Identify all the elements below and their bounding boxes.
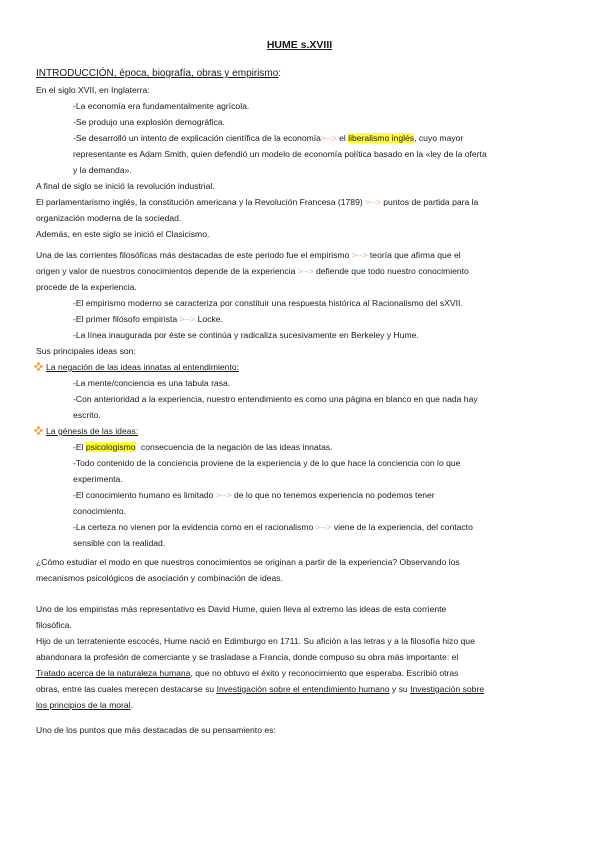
- bullet-line: [36, 519, 564, 535]
- intro-section: [36, 66, 564, 242]
- text-run: .: [130, 700, 133, 710]
- hume-line: Hijo de un terrateniente escocés, Hume nació en Edimburgo en 1711. Su afición a las letras y a la filosofía hizo que: [36, 636, 475, 646]
- heading-colon: :: [278, 68, 282, 79]
- intro-line: A final de siglo se inició la revolución industrial.: [36, 181, 215, 191]
- text-run: origen y valor de nuestros conocimientos depende de la experiencia: [36, 266, 298, 276]
- hume-line: [36, 665, 564, 681]
- intro-line: organización moderna de la sociedad.: [36, 213, 182, 223]
- text-run: Locke.: [195, 314, 223, 324]
- closing-line: Uno de los puntos que más destacadas de su pensamiento es:: [36, 725, 276, 735]
- bullet-line: -Con anterioridad a la experiencia, nuestro entendimiento es como una página en blanco en que nada hay: [73, 394, 478, 404]
- emp-line: procede de la experiencia.: [36, 282, 137, 292]
- work-title-tratado: Tratado acerca de la naturaleza humana: [36, 668, 191, 678]
- hume-line: filosófica.: [36, 620, 72, 630]
- arrow-symbol: >-->: [365, 197, 381, 207]
- intro-line: [36, 130, 564, 146]
- empirismo-section: [36, 247, 564, 551]
- intro-line: Además, en este siglo se inició el Clasicismo.: [36, 229, 210, 239]
- text-run: defiende que todo nuestro conocimiento: [313, 266, 469, 276]
- hume-line: [36, 697, 564, 713]
- bullet-line: sensible con la realidad.: [73, 538, 166, 548]
- question-line: mecanismos psicológicos de asociación y combinación de ideas.: [36, 573, 283, 583]
- question-paragraph: [36, 554, 564, 586]
- intro-line: -Se produjo una explosión demográfica.: [73, 117, 225, 127]
- intro-heading-line: [36, 66, 564, 82]
- work-title-investigacion-moral: Investigación sobre: [410, 684, 485, 694]
- work-title-investigacion-moral-cont: los principios de la moral: [36, 700, 131, 710]
- text-run: teoría que afirma que el: [367, 250, 461, 260]
- text-run: Una de las corrientes filosóficas más destacadas de este periodo fue el empirismo: [36, 250, 352, 260]
- document-title: HUME s.XVIII: [266, 39, 333, 51]
- highlight-liberalismo: liberalismo inglés: [348, 133, 415, 143]
- bullet-label: La negación de las ideas innatas al entendimiento:: [46, 362, 240, 372]
- diamond-bullet-icon: [34, 362, 43, 371]
- emp-line: Sus principales ideas son:: [36, 346, 136, 356]
- text-run: obras, entre las cuales merecen destacarse su: [36, 684, 217, 694]
- bullet-line: conocimiento.: [73, 506, 127, 516]
- bullet-line: experimenta.: [73, 474, 123, 484]
- diamond-bullet-icon: [34, 426, 43, 435]
- text-run: -Se desarrolló un intento de explicación científica de la economía: [73, 133, 321, 143]
- intro-line: -La economía era fundamentalmente agrícola.: [73, 101, 250, 111]
- hume-line: [36, 681, 564, 697]
- intro-line: y la demanda».: [73, 165, 132, 175]
- text-run: , que no obtuvo el éxito y reconocimiento que esperaba. Escribió otras: [190, 668, 459, 678]
- bullet-line: escrito.: [73, 410, 101, 420]
- bullet-heading: [36, 423, 564, 439]
- text-run: y su: [389, 684, 411, 694]
- arrow-symbol: >-->: [315, 522, 332, 532]
- text-run: El parlamentarismo inglés, la constitución americana y la Revolución Francesa (1789): [36, 197, 366, 207]
- arrow-symbol: >-->: [215, 490, 232, 500]
- arrow-symbol: >-->: [320, 133, 337, 143]
- text-run: de lo que no tenemos experiencia no podemos tener: [231, 490, 435, 500]
- text-run: -El: [73, 442, 86, 452]
- emp-line: [36, 263, 564, 279]
- text-run: -La certeza no vienen por la evidencia como en el racionalismo: [73, 522, 316, 532]
- hume-line: abandonara la profesión de comerciante y se trasladase a Francia, donde compuso su obra más importante: el: [36, 652, 459, 662]
- text-run: -El conocimiento humano es limitado: [73, 490, 216, 500]
- text-run: , cuyo mayor: [414, 133, 464, 143]
- arrow-symbol: >-->: [297, 266, 314, 276]
- arrow-symbol: >-->: [179, 314, 196, 324]
- text-run: -El primer filósofo empirista: [73, 314, 180, 324]
- bullet-line: -La mente/conciencia es una tabula rasa.: [73, 378, 231, 388]
- hume-paragraph: [36, 601, 564, 713]
- bullet-line: -Todo contenido de la conciencia proviene de la experiencia y de lo que hace la conciencia con lo que: [73, 458, 461, 468]
- intro-line: [36, 194, 564, 210]
- bullet-heading: [36, 359, 564, 375]
- intro-heading: INTRODUCCIÓN, época, biografía, obras y empirismo: [36, 68, 279, 79]
- emp-line: [36, 311, 564, 327]
- text-run: viene de la experiencia, del contacto: [331, 522, 473, 532]
- hume-line: Uno de los empiristas más representativo es David Hume, quien lleva al extremo las ideas de esta corriente: [36, 604, 447, 614]
- closing-paragraph: [36, 722, 564, 738]
- bullet-line: [36, 487, 564, 503]
- text-run: el: [336, 133, 349, 143]
- bullet-line: [36, 439, 564, 455]
- emp-line: [36, 247, 564, 263]
- arrow-symbol: >-->: [351, 250, 368, 260]
- text-run: puntos de partida para la: [380, 197, 479, 207]
- bullet-label: La génesis de las ideas:: [46, 426, 139, 436]
- emp-line: -La línea inaugurada por éste se continúa y radicaliza sucesivamente en Berkeley y Hume.: [73, 330, 419, 340]
- emp-line: -El empirismo moderno se caracteriza por constituir una respuesta histórica al Racionalismo del sXVII.: [73, 298, 463, 308]
- work-title-investigacion-entendimiento: Investigación sobre el entendimiento humano: [216, 684, 390, 694]
- intro-line: representante es Adam Smith, quien defendió un modelo de economía política basado en la «ley de la oferta: [73, 149, 487, 159]
- text-run: consecuencia de la negación de las ideas innatas.: [138, 442, 333, 452]
- question-line: ¿Cómo estudiar el modo en que nuestros conocimientos se originan a partir de la experiencia? Observando los: [36, 557, 460, 567]
- highlight-psicologismo: psicologismo: [85, 442, 136, 452]
- intro-line: En el siglo XVII, en Inglaterra:: [36, 85, 150, 95]
